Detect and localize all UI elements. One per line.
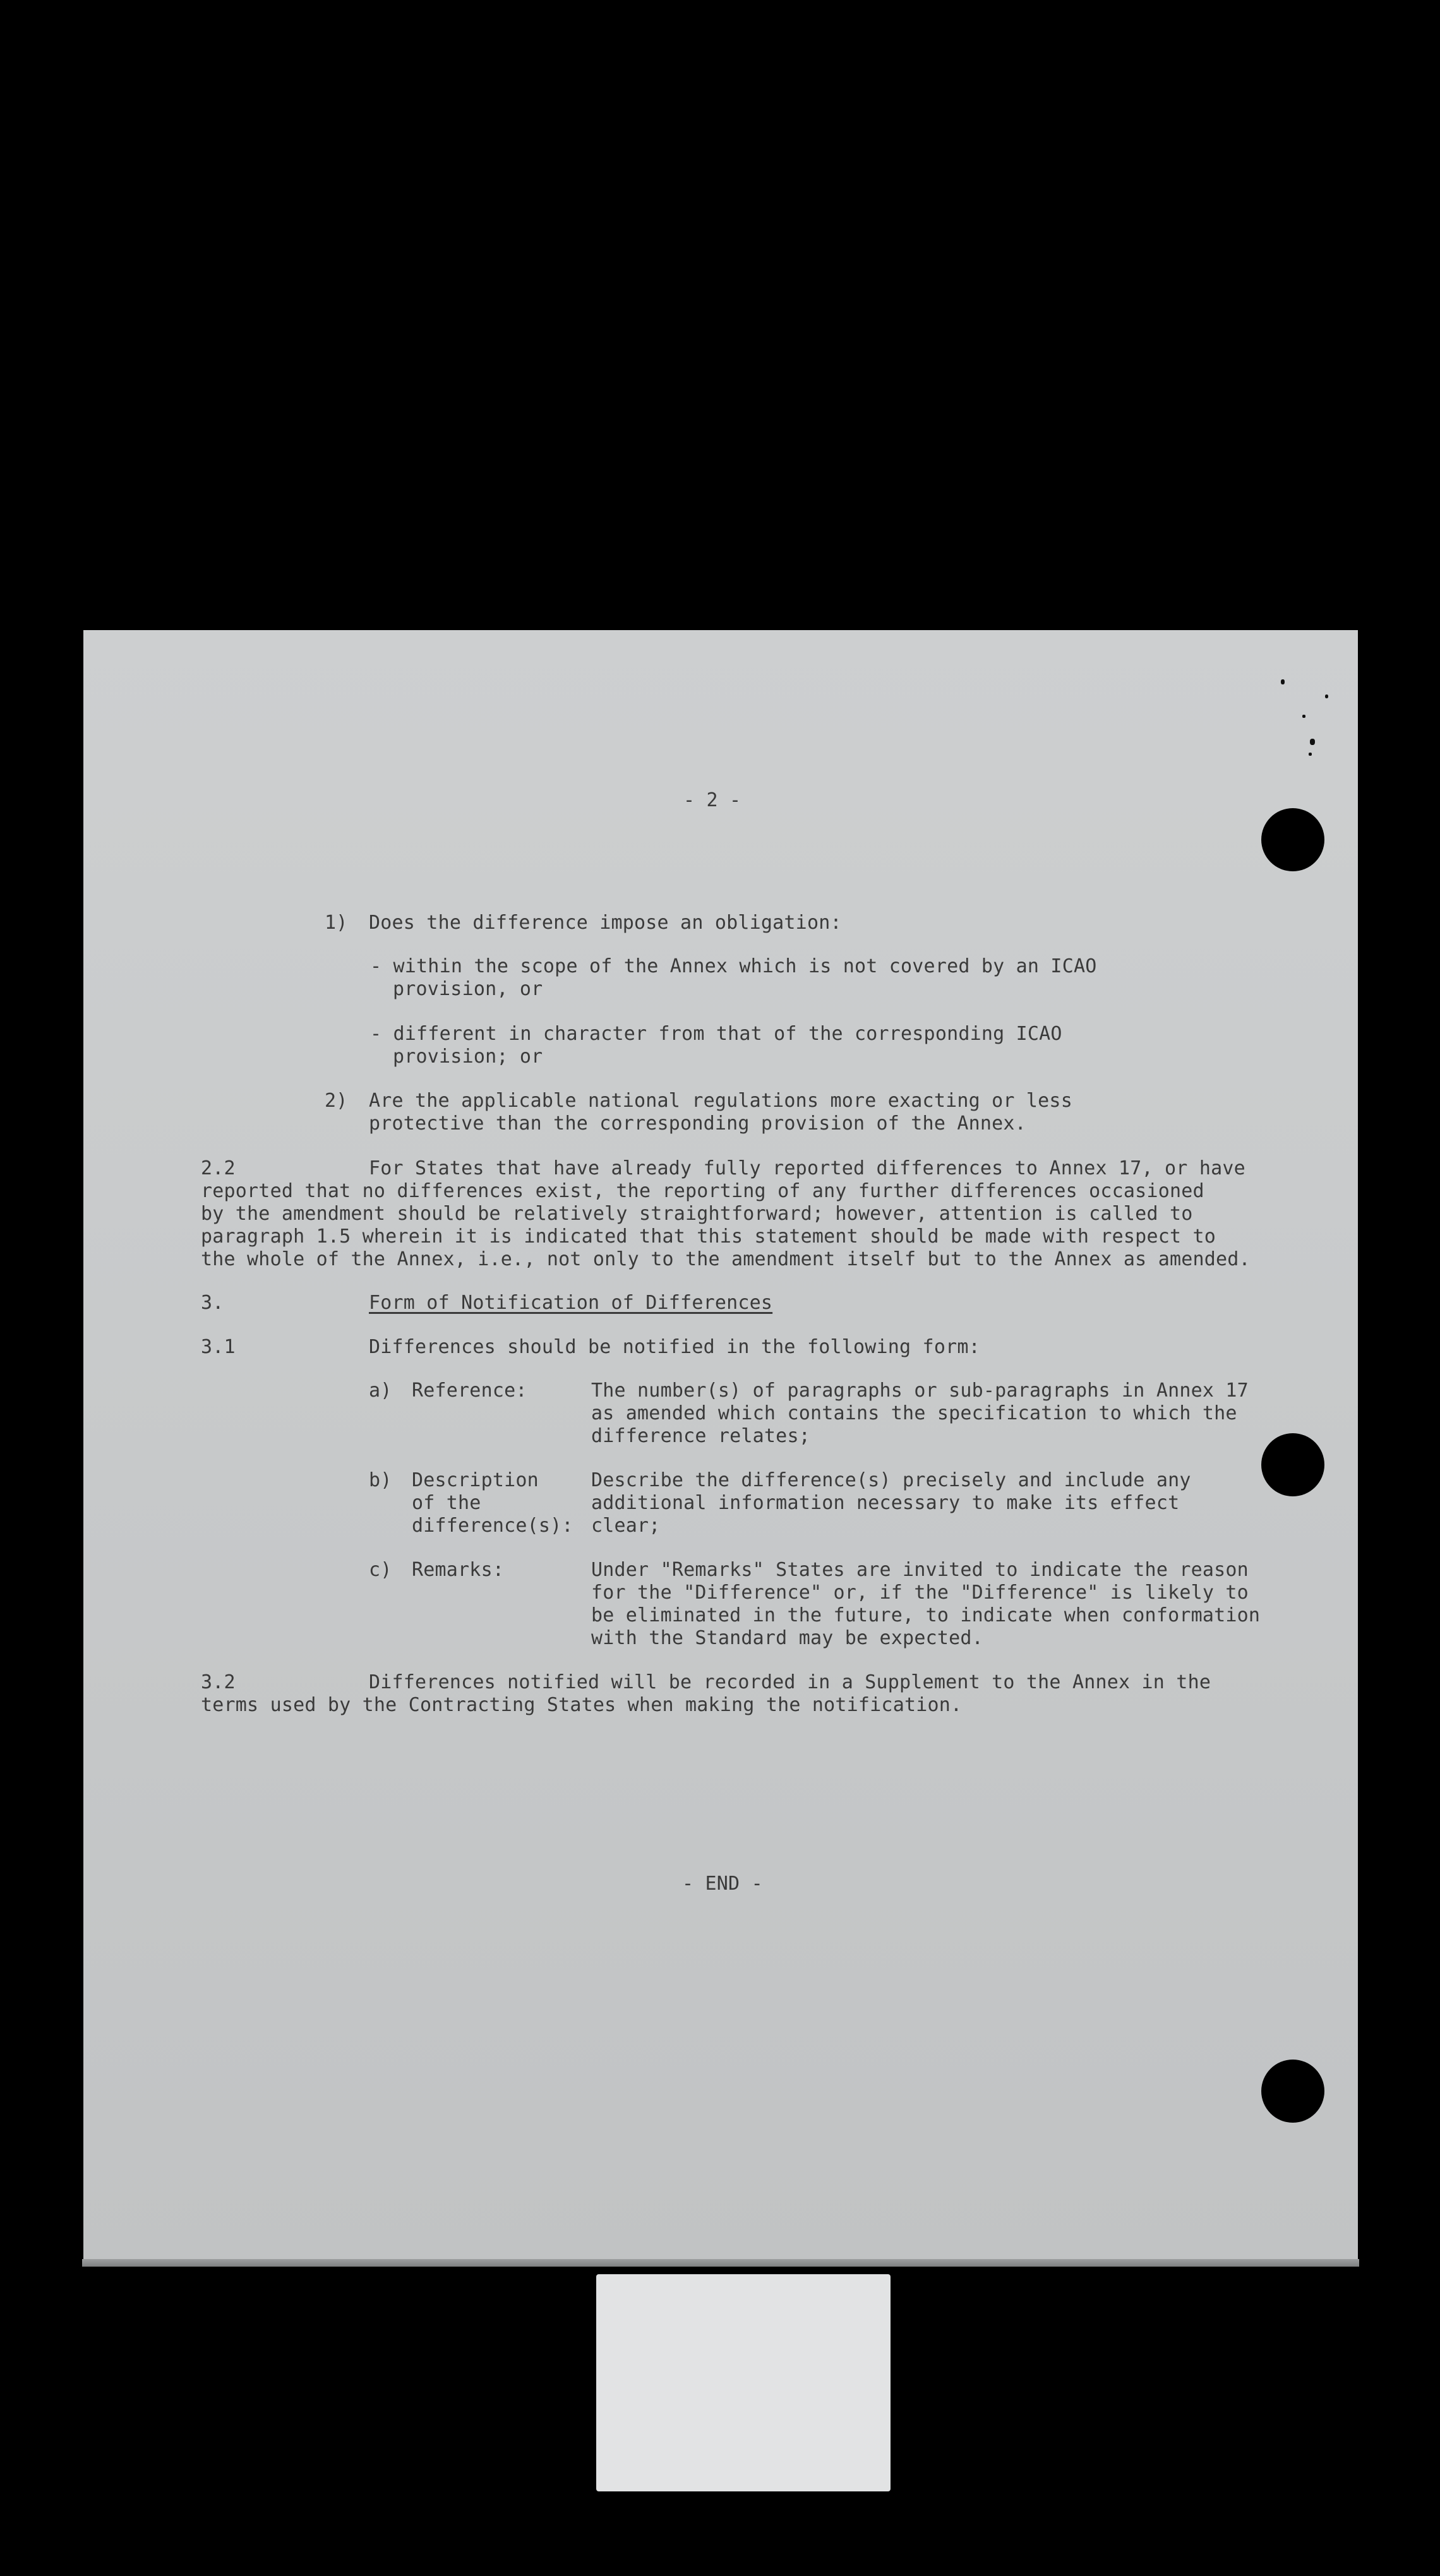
form-item-b-line-2: additional information necessary to make its effect — [591, 1492, 1180, 1514]
form-item-b-label-line-2: of the — [412, 1492, 481, 1514]
para-3-2-line-1: Differences notified will be recorded in a Supplement to the Annex in the — [369, 1671, 1211, 1693]
para-2-2-line-1: For States that have already fully reported differences to Annex 17, or have — [369, 1157, 1245, 1179]
para-2-2-line-2: reported that no differences exist, the reporting of any further differences occasioned — [201, 1180, 1204, 1202]
punch-hole-top — [1261, 808, 1324, 871]
scan-speck — [1325, 695, 1328, 698]
criteria-bullet-1-line-2: provision, or — [393, 978, 543, 1000]
para-2-2-number: 2.2 — [201, 1157, 236, 1179]
form-item-a-line-1: The number(s) of paragraphs or sub-paragraphs in Annex 17 — [591, 1380, 1249, 1402]
section-3-heading: Form of Notification of Differences — [369, 1292, 773, 1314]
form-item-b-label-line-3: difference(s): — [412, 1515, 573, 1537]
form-item-c-line-1: Under "Remarks" States are invited to indicate the reason — [591, 1559, 1249, 1581]
form-item-c-line-3: be eliminated in the future, to indicate when conformation — [591, 1604, 1261, 1626]
page-number: - 2 - — [683, 789, 741, 811]
para-3-1-text: Differences should be notified in the following form: — [369, 1336, 980, 1358]
attached-paper-slip — [596, 2274, 891, 2491]
para-2-2-line-4: paragraph 1.5 wherein it is indicated that this statement should be made with respect to — [201, 1225, 1216, 1248]
form-item-a-line-3: difference relates; — [591, 1425, 810, 1447]
form-item-c-line-4: with the Standard may be expected. — [591, 1627, 983, 1649]
para-3-1-number: 3.1 — [201, 1336, 236, 1358]
scan-speck — [1309, 753, 1312, 756]
form-item-c-label: Remarks: — [412, 1559, 505, 1581]
scan-speck — [1302, 715, 1305, 718]
scan-speck — [1281, 679, 1285, 684]
criteria-bullet-2-line-1: - different in character from that of the corresponding ICAO — [370, 1023, 1062, 1045]
criteria-bullet-2-line-2: provision; or — [393, 1046, 543, 1068]
criteria-item-2-line-2: protective than the corresponding provision of the Annex. — [369, 1112, 1026, 1135]
punch-hole-bottom — [1261, 2060, 1324, 2123]
form-item-c-letter: c) — [369, 1559, 392, 1581]
section-3-number: 3. — [201, 1292, 224, 1314]
para-3-2-number: 3.2 — [201, 1671, 236, 1693]
form-item-b-line-3: clear; — [591, 1515, 661, 1537]
scan-speck — [1310, 739, 1315, 745]
para-2-2-line-5: the whole of the Annex, i.e., not only to the amendment itself but to the Annex as amended. — [201, 1248, 1251, 1270]
end-marker: - END - — [682, 1873, 763, 1895]
form-item-b-letter: b) — [369, 1469, 392, 1491]
punch-hole-middle — [1261, 1433, 1324, 1496]
form-item-a-label: Reference: — [412, 1380, 527, 1402]
form-item-a-letter: a) — [369, 1380, 392, 1402]
criteria-item-2-number: 2) — [325, 1090, 348, 1112]
form-item-c-line-2: for the "Difference" or, if the "Difference" is likely to — [591, 1582, 1249, 1604]
criteria-bullet-1-line-1: - within the scope of the Annex which is not covered by an ICAO — [370, 955, 1097, 977]
form-item-a-line-2: as amended which contains the specification to which the — [591, 1402, 1237, 1424]
para-2-2-line-3: by the amendment should be relatively straightforward; however, attention is called to — [201, 1203, 1193, 1225]
criteria-item-2-line-1: Are the applicable national regulations more exacting or less — [369, 1090, 1072, 1112]
para-3-2-line-2: terms used by the Contracting States when making the notification. — [201, 1694, 963, 1716]
page-bottom-edge — [82, 2259, 1359, 2267]
form-item-b-line-1: Describe the difference(s) precisely and include any — [591, 1469, 1191, 1491]
criteria-item-1-text: Does the difference impose an obligation: — [369, 912, 842, 934]
form-item-b-label-line-1: Description — [412, 1469, 539, 1491]
criteria-item-1-number: 1) — [325, 912, 348, 934]
